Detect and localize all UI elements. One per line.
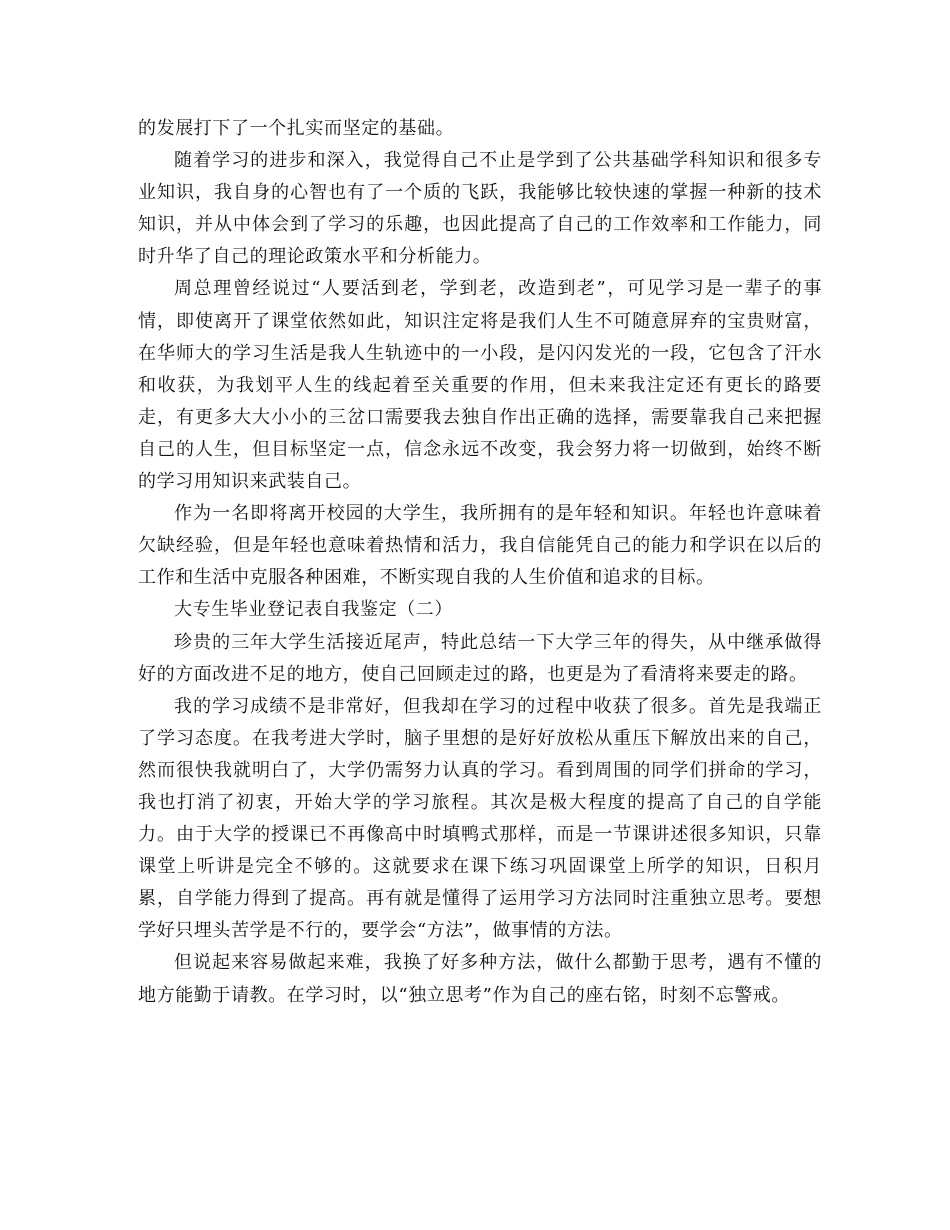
section-heading: 大专生毕业登记表自我鉴定（二）: [174, 599, 453, 621]
document-body: [138, 113, 822, 1012]
paragraph-2: 随着学习的进步和深入，我觉得自己不止是学到了公共基础学科知识和很多专业知识，我自身的心智也有了一个质的飞跃，我能够比较快速的掌握一种新的技术知识，并从中体会到了学习的乐趣，也因此提高了自己的工作效率和工作能力，同时升华了自己的理论政策水平和分析能力。: [138, 150, 822, 268]
paragraph-3: 周总理曾经说过“人要活到老，学到老，改造到老”，可见学习是一辈子的事情，即使离开了课堂依然如此，知识注定将是我们人生不可随意屏弃的宝贵财富，在华师大的学习生活是我人生轨迹中的一小段，是闪闪发光的一段，它包含了汗水和收获，为我划平人生的线起着至关重要的作用，但未来我注定还有更长的路要走，有更多大大小小的三岔口需要我去独自作出正确的选择，需要靠我自己来把握自己的人生，但目标坚定一点，信念永远不改变，我会努力将一切做到，始终不断的学习用知识来武装自己。: [138, 278, 822, 493]
paragraph-6: 我的学习成绩不是非常好，但我却在学习的过程中收获了很多。首先是我端正了学习态度。在我考进大学时，脑子里想的是好好放松从重压下解放出来的自己，然而很快我就明白了，大学仍需努力认真的学习。看到周围的同学们拼命的学习，我也打消了初衷，开始大学的学习旅程。其次是极大程度的提高了自己的自学能力。由于大学的授课已不再像高中时填鸭式那样，而是一节课讲述很多知识，只靠课堂上听讲是完全不够的。这就要求在课下练习巩固课堂上所学的知识，日积月累，自学能力得到了提高。再有就是懂得了运用学习方法同时注重独立思考。要想学好只埋头苦学是不行的，要学会“方法”，做事情的方法。: [138, 695, 822, 942]
paragraph-4: 作为一名即将离开校园的大学生，我所拥有的是年轻和知识。年轻也许意味着欠缺经验，但是年轻也意味着热情和活力，我自信能凭自己的能力和学识在以后的工作和生活中克服各种困难，不断实现自我的人生价值和追求的目标。: [138, 503, 822, 589]
paragraph-5: 珍贵的三年大学生活接近尾声，特此总结一下大学三年的得失，从中继承做得好的方面改进不足的地方，使自己回顾走过的路，也更是为了看清将来要走的路。: [138, 631, 822, 685]
paragraph-7: 但说起来容易做起来难，我换了好多种方法，做什么都勤于思考，遇有不懂的地方能勤于请教。在学习时，以“独立思考”作为自己的座右铭，时刻不忘警戒。: [138, 952, 822, 1006]
paragraph-1: 的发展打下了一个扎实而坚定的基础。: [138, 118, 455, 139]
